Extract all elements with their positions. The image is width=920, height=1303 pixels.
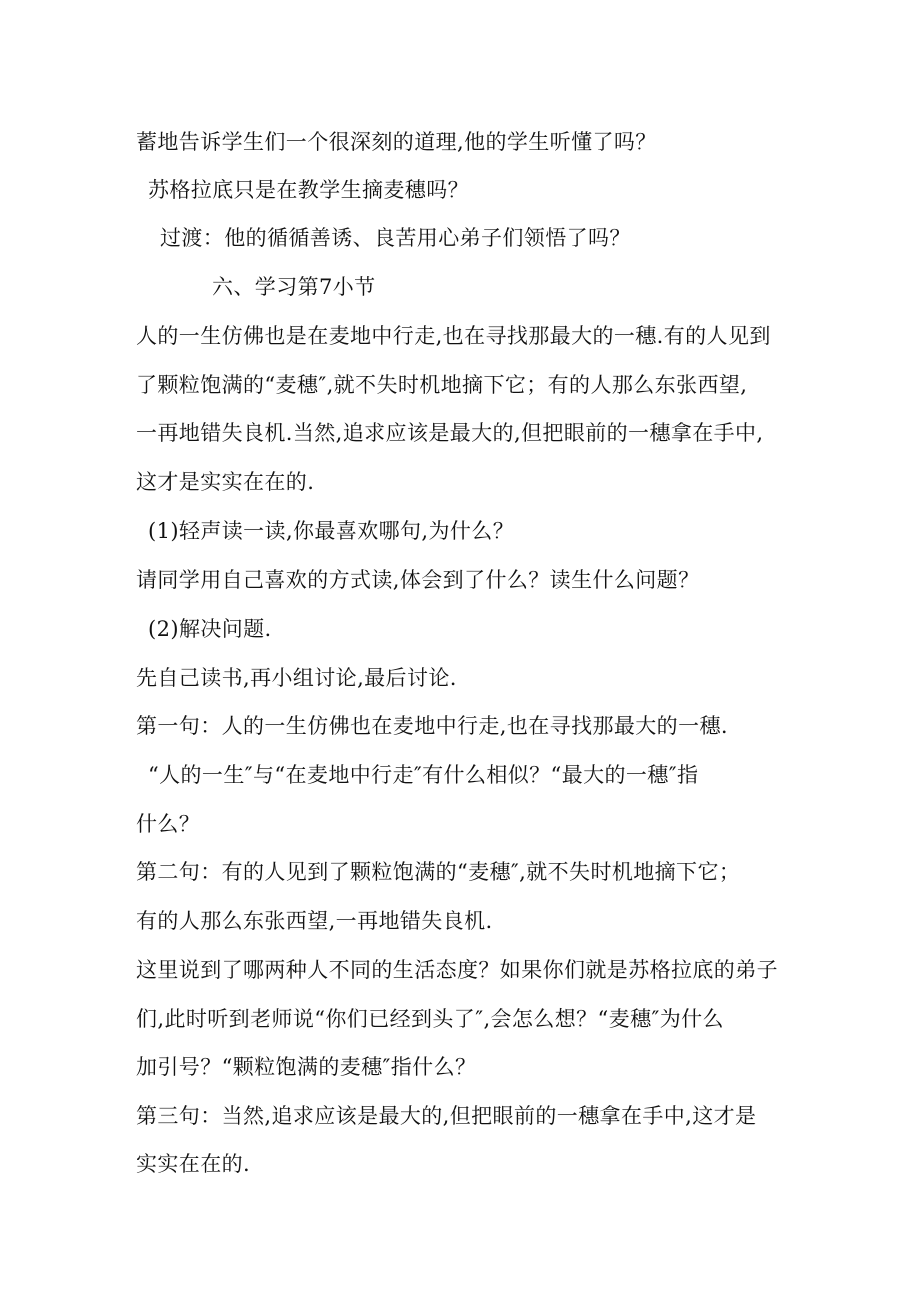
text-line: 这才是实实在在的.	[136, 470, 315, 494]
text-line: 人的一生仿佛也是在麦地中行走,也在寻找那最大的一穗.有的人见到	[136, 324, 771, 348]
text-line: 先自己读书,再小组讨论,最后讨论.	[136, 666, 457, 690]
text-line: 们,此时听到老师说“你们已经到头了″,会怎么想？“麦穗″为什么	[136, 1007, 724, 1031]
text-line: 加引号？“颗粒饱满的麦穗″指什么？	[136, 1055, 477, 1079]
text-line: 过渡：他的循循善诱、良苦用心弟子们领悟了吗？	[160, 226, 631, 250]
text-line: 这里说到了哪两种人不同的生活态度？如果你们就是苏格拉底的弟子	[136, 958, 778, 982]
text-line: 有的人那么东张西望,一再地错失良机.	[136, 909, 493, 933]
text-line: 蓄地告诉学生们一个很深刻的道理,他的学生听懂了吗？	[136, 130, 657, 154]
text-line: 第三句：当然,追求应该是最大的,但把眼前的一穗拿在手中,这才是	[136, 1104, 757, 1128]
text-line: (1)轻声读一读,你最喜欢哪句,为什么？	[148, 519, 515, 543]
text-line: (2)解决问题.	[148, 617, 272, 641]
section-heading: 六、学习第7小节	[212, 275, 376, 299]
text-line: 请同学用自己喜欢的方式读,体会到了什么？读生什么问题？	[136, 568, 700, 592]
text-line: 了颗粒饱满的“麦穗″,就不失时机地摘下它；有的人那么东张西望,	[136, 373, 748, 397]
text-line: 第一句：人的一生仿佛也在麦地中行走,也在寻找那最大的一穗.	[136, 714, 728, 738]
text-line: 什么？	[136, 812, 201, 836]
text-line: 实实在在的.	[136, 1152, 251, 1176]
text-line: 一再地错失良机.当然,追求应该是最大的,但把眼前的一穗拿在手中,	[136, 421, 764, 445]
text-line: 苏格拉底只是在教学生摘麦穗吗？	[148, 178, 469, 202]
text-line: “人的一生″与“在麦地中行走″有什么相似？“最大的一穗″指	[148, 763, 699, 787]
text-line: 第二句：有的人见到了颗粒饱满的“麦穗″,就不失时机地摘下它；	[136, 860, 741, 884]
